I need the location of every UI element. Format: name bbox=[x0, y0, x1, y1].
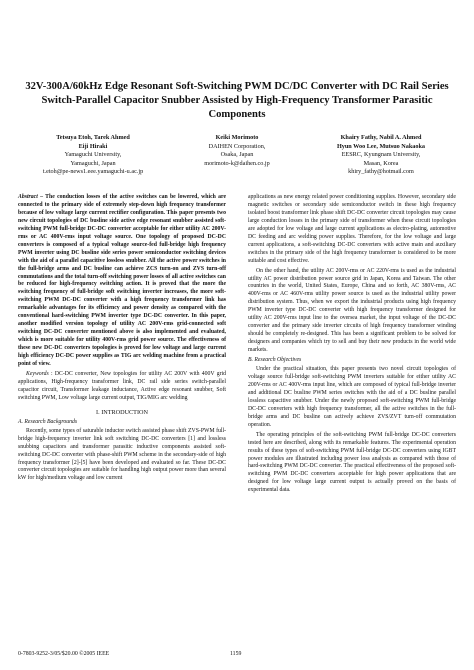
abstract-label: Abstract bbox=[18, 194, 38, 200]
author-names-2: Eiji Hiraki bbox=[78, 142, 108, 150]
page-number: 1159 bbox=[230, 651, 242, 657]
keywords-text: : DC-DC converter, New topologies for utility AC 200V with 400V grid applications, High-frequency transformer link, DC rail side series switch-parallel capacitor circuit, Transformer leakage inductance, Active edge resonant snubber, Soft switching PWM, Low voltage large current output, TIG/MIG arc welding bbox=[18, 370, 226, 401]
right-column bbox=[248, 194, 456, 497]
keywords-label: Keywords bbox=[26, 370, 49, 377]
author-email: morimoto-k@daihen.co.jp bbox=[204, 159, 270, 167]
body-paragraph: Recently, some types of saturable inductor switch assisted phase shift ZVS-PWM full-bridge high-frequency inverter link soft switching DC-DC converters [1] and lossless snubbing capacitors and transformer parasitic inductive components assisted soft-switching DC-DC converter with phase-shift PWM scheme in the secondary-side of high frequency transformer [2]-[5] have been developed and evaluated so far. These DC-DC converter circuit topologies are suitable for handling high output power more than several kW for high/medium voltage and low current bbox=[18, 427, 226, 482]
keywords bbox=[18, 371, 226, 403]
author-group-2 bbox=[170, 134, 304, 168]
author-location: Masan, Korea bbox=[363, 159, 399, 167]
author-affiliation: DAIHEN Corporation, bbox=[208, 142, 266, 150]
author-affiliation: Yamaguchi University, bbox=[64, 151, 122, 159]
author-location: Osaka, Japan bbox=[220, 151, 254, 159]
body-paragraph: The operating principles of the soft-switching PWM full-bridge DC-DC converters tested here are described, along with its remarkable features. The experimental operation results of these types of soft-switching PWM full-bridge DC-DC converters using IGBT power modules are illustrated including power loss analysis as compared with those of hard-switching PWM DC-DC converter. The practical effectiveness of the proposed soft-switching PWM DC-DC converters acceptable for high power applications that are designed for low voltage large current output is actually proved on the basis of experimental data. bbox=[248, 431, 456, 494]
author-group-3 bbox=[306, 134, 456, 177]
subsection-heading: B. Research Objectives bbox=[248, 357, 302, 364]
author-email: khiry_fathy@hotmail.com bbox=[348, 168, 414, 176]
abstract-text: – The conduction losses of the active switches can be lowered, which are connected to the primary side of extremely step-down high frequency transformer because of low voltage large current rectifier configuration. This paper presents two new circuit topologies of DC busline side active edge resonant snubber assisted soft-switching PWM full-bridge DC-DC converter acceptable for either utility AC 200V-rms or AC 400V-rms input voltage source. One topology of proposed DC-DC converters is composed of a typical voltage source-fed full-bridge high frequency PWM inverter using DC busline side series power semiconductor switching devices with the aid of a parallel capacitive lossless snubber. All the active power switches in the full-bridge arms and DC busline can achieve ZCS turn-on and ZVS turn-off commutations and the total turn-off switching power losses of all active switches can be reduced for high-frequency switching action. It is proved that the more the switching frequency of full-bridge soft switching inverter increases, the more soft-switching PWM DC-DC converter with a high frequency transformer link has remarkable advantages for its efficiency and power density as compared with the conventional hard-switching PWM inverter type DC-DC converter. In this paper, another modified version topology of utility AC 200V-rms grid-connected soft switching DC-DC converter mentioned above is also implemented and evaluated, which is more suitable for utility 400V-rms grid power source. The effectiveness of these new DC-DC converters topologies is proved for low voltage and large current high efficiency DC-DC power supplies as TIG arc welding machine from a practical point of view. bbox=[18, 194, 226, 368]
body-paragraph: Under the practical situation, this paper presents two novel circuit topologies of voltage source full-bridge soft-switching PWM inverters suitable for either utility AC 200V-rms or AC 400V-rms input line, which are composed of typical full-bridge inverter and additional DC busline PWM series switches with the aid of a DC busline parallel lossless capacitive snubber. Under the newly proposed soft-switching PWM full-bridge DC-DC converters with high frequency transformer, all the active switches in the full-bridge arms and DC busline can actively achieve ZVS/ZVT turn-off commutation operation. bbox=[248, 366, 456, 428]
paper-title: 32V-300A/60kHz Edge Resonant Soft-Switching PWM DC/DC Converter with DC Rail Series Switch-Parallel Capacitor Snubber Assisted by High-Frequency Transformer Parasitic Components bbox=[25, 81, 449, 120]
abstract bbox=[18, 194, 226, 369]
left-column bbox=[18, 194, 226, 485]
body-paragraph: applications as new energy related power conditioning supplies. However, secondary side magnetic switches or secondary side semiconductor switch in these high frequency isolated boost transformer link phase shift DC-DC converter circuit topologies may cause large conduction losses in the primary side of transformer when these circuit topologies are adopted for low voltage and large current applications as electro-plating, automotive DC feeding and arc welding power supplies. Therefore, for the low voltage and large current applications, a soft-switching DC-DC converters with active main and auxiliary switches in the primary side of the high frequency transformer is considered to be more suitable and cost effective. bbox=[248, 194, 456, 264]
author-group-1 bbox=[18, 134, 168, 177]
author-names-2: Hyun Woo Lee, Mutsuo Nakaoka bbox=[336, 142, 426, 150]
subsection-heading: A. Research Backgrounds bbox=[18, 418, 78, 425]
author-affiliation: EESRC, Kyungnam University, bbox=[341, 151, 421, 159]
author-location: Yamaguchi, Japan bbox=[70, 159, 116, 167]
author-names: Khairy Fathy, Nabil A. Ahmed bbox=[340, 134, 422, 141]
body-paragraph: On the other hand, the utility AC 200V-rms or AC 220V-rms is used as the industrial utility AC power distribution power source grid in Japan, Korea and Taiwan. The other countries in the world, United States, Europe, China and so forth, AC 380V-rms, AC 400V-rms or AC 460V-rms utility power source is used as the industrial utility power distribution system. Thus, when we export the industrial products using high frequency PWM inverter type DC-DC converter with high frequency transformer designed for utility AC 200V-rms input line to the oversea market, the input voltage of the DC-DC converter and the primary side inverter circuits of high frequency transformer winding should be completely re-designed. This has been a significant problem to be solved for designers and companies which try to sell and buy their new products in the world wide markets. bbox=[248, 267, 456, 354]
copyright-footer: 0-7803-9252-3/05/$20.00 ©2005 IEEE bbox=[18, 651, 110, 657]
author-names: Keiki Morimoto bbox=[215, 134, 259, 141]
author-email: t.etoh@pe-news1.eee.yamaguchi-u.ac.jp bbox=[42, 168, 144, 176]
section-heading: I. INTRODUCTION bbox=[96, 408, 148, 416]
author-names: Tetsuya Etoh, Tarek Ahmed bbox=[56, 134, 130, 141]
